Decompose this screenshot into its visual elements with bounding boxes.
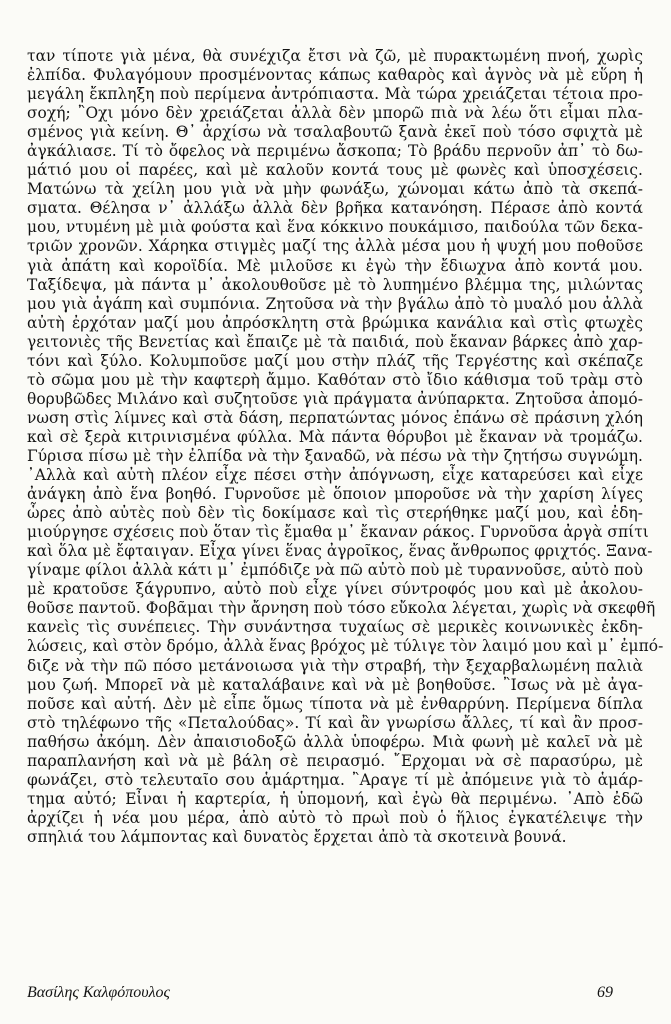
text-line: κανεὶς τὶς συνέπειες. Τὴν συνάντησα τυχαίως σὲ μερικὲς κοινωνικὲς ἐκδη- [27, 618, 643, 637]
text-line: μου γιὰ ἀγάπη καὶ συμπόνια. Ζητοῦσα νὰ τὴν βγάλω ἀπὸ τὸ μυαλό μου ἀλλὰ [27, 294, 643, 313]
text-line: μου ζωή. Μπορεῖ νὰ μὲ καταλάβαινε καὶ νὰ μὲ βοηθοῦσε. ῍Ισως νὰ μὲ ἀγα- [27, 675, 643, 694]
text-line: διζε νὰ τὴν πῶ πόσο μετάνοιωσα γιὰ τὴν στραβή, τὴν ξεχαρβαλωμένη παλιὰ [27, 656, 643, 675]
text-line: γιὰ ἀπάτη καὶ κοροϊδία. Μὲ μιλοῦσε κι ἐγὼ τὴν ἔδιωχνα ἀπὸ κοντά μου. [27, 256, 643, 275]
text-line: τὸ σῶμα μου μὲ τὴν καφτερὴ ἄμμο. Καθόταν στὸ ἴδιο κάθισμα τοῦ τρὰμ στὸ [27, 370, 643, 389]
text-line: γειτονιὲς τῆς Βενετίας καὶ ἔπαιζε μὲ τὰ παιδιά, ποὺ ἔκαναν βάρκες ἀπὸ χαρ- [27, 332, 643, 351]
text-line: σπηλιά του λάμποντας καὶ δυνατὸς ἔρχεται ἀπὸ τὰ σκοτεινὰ βουνά. [27, 827, 567, 846]
text-line: ἀγκάλιασε. Τί τὸ ὄφελος νὰ περιμένω ἄσκοπα; Τὸ βράδυ περνοῦν ἀπ᾿ τὸ δω- [27, 142, 643, 161]
text-line: σμένος γιὰ κείνη. Θ᾿ ἀρχίσω νὰ τσαλαβουτῶ ξανὰ ἐκεῖ ποὺ τόσο σφιχτὰ μὲ [27, 123, 643, 142]
text-line: λώσεις, καὶ στὸν δρόμο, ἀλλὰ ἕνας βρόχος μὲ τύλιγε τὸν λαιμό μου καὶ μ᾿ ἐμπό- [27, 637, 664, 656]
text-line: ταν τίποτε γιὰ μένα, θὰ συνέχιζα ἔτσι νὰ ζῶ, μὲ πυρακτωμένη πνοή, χωρὶς [27, 47, 643, 65]
text-line: σοχή; ῍Οχι μόνο δὲν χρειάζεται ἀλλὰ δὲν μπορῶ πιὰ νὰ λέω ὅτι εἶμαι πλα- [27, 104, 643, 123]
text-line: φωνάζει, στὸ τελευταῖο σου ἁμάρτημα. ῍Αραγε τί μὲ ἀπόμεινε γιὰ τὸ ἁμάρ- [27, 770, 643, 789]
text-line: μιούργησε σχέσεις ποὺ ὅταν τὶς ἔμαθα μ᾿ ἔκαναν ράκος. Γυρνοῦσα ἀργὰ σπίτι [27, 523, 649, 542]
author-name: Βασίλης Καλφόπουλος [27, 984, 171, 1001]
text-line: θοῦσε παντοῦ. Φοβᾶμαι τὴν ἄρνηση ποὺ τόσο εὔκολα λέγεται, χωρὶς νὰ σκεφθῆ [27, 599, 656, 618]
text-line: Ταξίδεψα, μὰ πάντα μ᾿ ἀκολουθοῦσε μὲ τὸ λυπημένο βλέμμα της, μιλώντας [27, 275, 643, 294]
text-line: ποῦσε καὶ αὐτή. Δὲν μὲ εἶπε ὅμως τίποτα νὰ μὲ ἐνθαρρύνη. Περίμενα δίπλα [27, 694, 643, 713]
text-line: παραπλανήση καὶ νὰ μὲ βάλη σὲ πειρασμό. ῎Ερχομαι νὰ σὲ παρασύρω, μὲ [27, 751, 643, 770]
text-line: τημα αὐτό; Εἶναι ἡ καρτερία, ἡ ὑπομονή, καὶ ἐγὼ θὰ περιμένω. ᾿Απὸ ἐδῶ [27, 789, 643, 808]
text-line: μου, ντυμένη μὲ μιὰ φούστα καὶ ἕνα κόκκινο πουκάμισο, παιδούλα τῶν δεκα- [27, 218, 643, 237]
text-line: μεγάλη ἔκπληξη ποὺ περίμενα ἀντρόπιαστα. Μὰ τώρα χρειάζεται τέτοια προ- [27, 85, 643, 104]
text-line: καὶ ὅλα μὲ ἔφταιγαν. Εἶχα γίνει ἕνας ἀγροῖκος, ἕνας ἄνθρωπος φριχτός. Ξανα- [27, 542, 653, 561]
text-line: στὸ τηλέφωνο τῆς «Πεταλούδας». Τί καὶ ἂν γνωρίσω ἄλλες, τί καὶ ἂν προσ- [27, 713, 643, 732]
text-line: τόνι καὶ ξύλο. Κολυμποῦσε μαζί μου στὴν πλάζ τῆς Τεργέστης καὶ σκέπαζε [27, 351, 643, 370]
text-line: τριῶν χρονῶν. Χάρηκα στιγμὲς μαζί της ἀλλὰ μέσα μου ἡ ψυχή μου ποθοῦσε [27, 237, 643, 256]
text-line: ἀρχίζει ἡ νέα μου μέρα, ἀπὸ αὐτὸ τὸ πρωὶ ποὺ ὁ ἥλιος ἐγκατέλειψε τὴν [27, 808, 643, 827]
text-line: γίναμε φίλοι ἀλλὰ κάτι μ᾿ ἐμπόδιζε νὰ πῶ αὐτὸ ποὺ μὲ τυραννοῦσε, αὐτὸ ποὺ [27, 561, 643, 580]
text-line: μάτιό μου οἱ παρέες, καὶ μὲ καλοῦν κοντά τους μὲ φωνὲς καὶ ὑποσχέσεις. [27, 161, 643, 180]
text-line: καὶ σὲ ξερὰ κιτρινισμένα φύλλα. Μὰ πάντα θόρυβοι μὲ ἔκαναν νὰ τρομάζω. [27, 427, 643, 446]
text-line: αὐτὴ ἐρχόταν μαζί μου ἀπρόσκλητη στὰ βρώμικα κανάλια καὶ στὶς φτωχὲς [27, 313, 643, 332]
text-line: ὧρες ἀπὸ αὐτὲς ποὺ δὲν τὶς δοκίμασε καὶ τὶς στερήθηκε μαζί μου, καὶ ἐδη- [27, 504, 643, 523]
page-footer [27, 980, 643, 1006]
text-line: Ματώνω τὰ χείλη μου γιὰ νὰ μὴν φωνάξω, χώνομαι κάτω ἀπὸ τὰ σκεπά- [27, 180, 643, 199]
text-line: παθήσω ἀκόμη. Δὲν ἀπαισιοδοξῶ ἀλλὰ ὑποφέρω. Μιὰ φωνὴ μὲ καλεῖ νὰ μὲ [27, 732, 643, 751]
page-body-text [27, 47, 664, 847]
text-line: Γύρισα πίσω μὲ τὴν ἐλπίδα νὰ τὴν ξαναδῶ, νὰ πέσω νὰ τὴν ζητήσω συγνώμη. [27, 446, 643, 465]
text-line: ᾿Αλλὰ καὶ αὐτὴ πλέον εἶχε πέσει στὴν ἀπόγνωση, εἶχε καταρεύσει καὶ εἶχε [27, 466, 643, 485]
text-line: ἀνάγκη ἀπὸ ἕνα βοηθό. Γυρνοῦσε μὲ ὅποιον μποροῦσε νὰ τὴν χαρίση λίγες [27, 485, 643, 504]
page-number: 69 [597, 984, 613, 1001]
text-line: ἐλπίδα. Φυλαγόμουν προσμένοντας κάπως καθαρὸς καὶ ἁγνὸς νὰ μὲ εὕρη ἡ [27, 66, 643, 85]
text-line: θορυβῶδες Μιλάνο καὶ συζητοῦσε γιὰ πράγματα ἀνύπαρκτα. Ζητοῦσα ἀπομό- [27, 389, 643, 408]
text-line: σματα. Θέλησα ν᾿ ἀλλάξω ἀλλὰ δὲν βρῆκα κατανόηση. Πέρασε ἀπὸ κοντά [27, 199, 643, 218]
text-line: νωση στὶς λίμνες καὶ στὰ δάση, περπατώντας μόνος ἐπάνω σὲ πράσινη χλόη [27, 408, 643, 427]
text-line: μὲ κρατοῦσε ξάγρυπνο, αὐτὸ ποὺ εἶχε γίνει σύντροφός μου καὶ μὲ ἀκολου- [27, 580, 643, 599]
